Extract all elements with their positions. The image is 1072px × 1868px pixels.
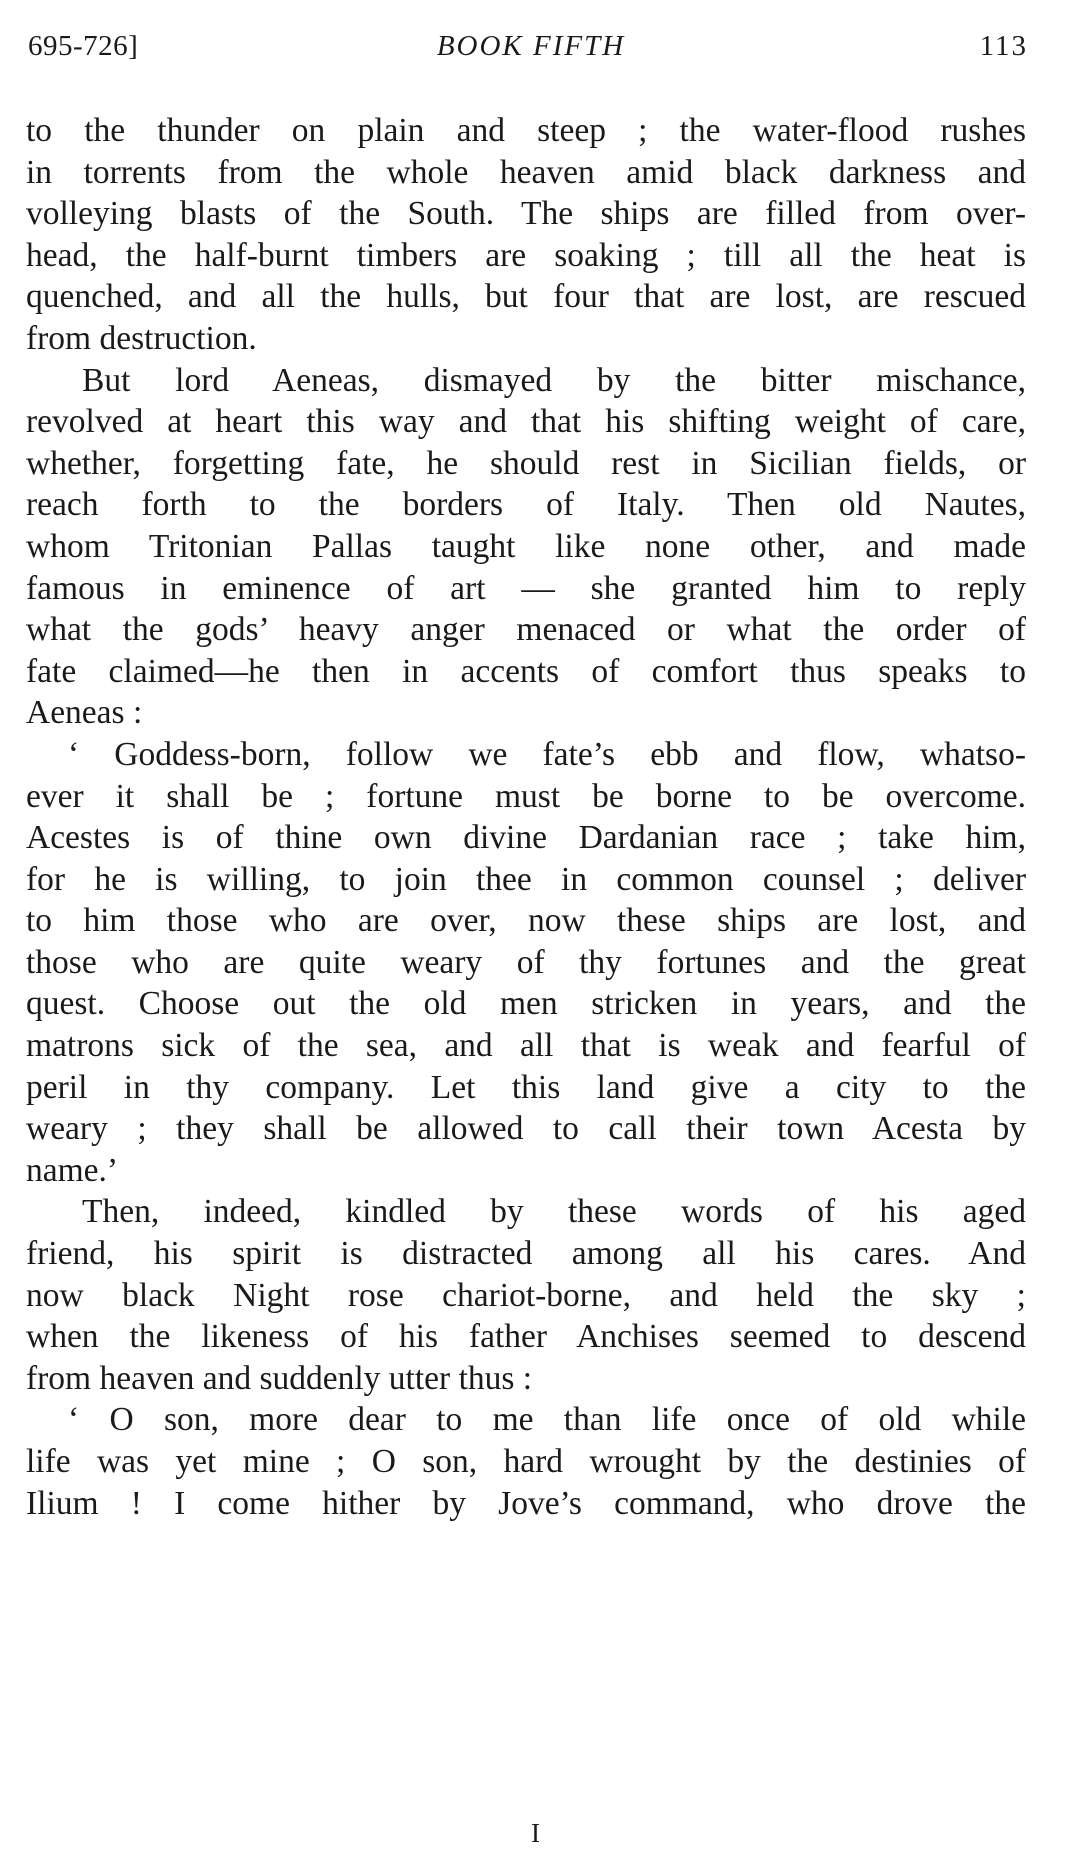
running-head: [28, 30, 1028, 70]
text-line: fate claimed—he then in accents of comfort thus speaks to: [26, 652, 1026, 690]
text-line: matrons sick of the sea, and all that is weak and fearful of: [26, 1027, 1026, 1065]
text-line: quenched, and all the hulls, but four that are lost, are rescued: [26, 278, 1026, 316]
text-line: name.’: [26, 1151, 119, 1189]
text-line: whom Tritonian Pallas taught like none other, and made: [26, 527, 1026, 565]
text-line: ‘ O son, more dear to me than life once of old while: [68, 1401, 1026, 1439]
line-range: 695-726]: [28, 30, 139, 62]
book-title: BOOK FIFTH: [436, 30, 626, 62]
text-line: ‘ Goddess-born, follow we fate’s ebb and flow, whatso-: [68, 735, 1026, 773]
text-line: famous in eminence of art — she granted him to reply: [26, 569, 1026, 607]
text-line: when the likeness of his father Anchises seemed to descend: [26, 1318, 1026, 1356]
text-line: quest. Choose out the old men stricken in years, and the: [26, 985, 1026, 1023]
text-line: from destruction.: [26, 319, 257, 357]
text-line: Ilium ! I come hither by Jove’s command, who drove the: [26, 1484, 1026, 1522]
text-line: head, the half-burnt timbers are soaking ; till all the heat is: [26, 236, 1026, 274]
body-text: [26, 110, 1026, 1524]
text-line: in torrents from the whole heaven amid black darkness and: [26, 153, 1026, 191]
signature-mark: I: [531, 1818, 541, 1848]
text-line: Then, indeed, kindled by these words of his aged: [82, 1193, 1026, 1231]
text-line: But lord Aeneas, dismayed by the bitter mischance,: [82, 361, 1026, 399]
text-line: to the thunder on plain and steep ; the water-flood rushes: [26, 112, 1026, 149]
text-line: whether, forgetting fate, he should rest in Sicilian fields, or: [26, 444, 1026, 482]
text-line: peril in thy company. Let this land give a city to the: [26, 1068, 1026, 1106]
text-line: volleying blasts of the South. The ships are filled from over-: [26, 195, 1026, 233]
text-line: reach forth to the borders of Italy. Then old Nautes,: [26, 486, 1026, 524]
text-line: weary ; they shall be allowed to call their town Acesta by: [26, 1110, 1026, 1148]
text-line: from heaven and suddenly utter thus :: [26, 1359, 533, 1397]
text-line: life was yet mine ; O son, hard wrought by the destinies of: [26, 1443, 1026, 1480]
text-line: what the gods’ heavy anger menaced or what the order of: [26, 611, 1026, 649]
text-line: ever it shall be ; fortune must be borne to be overcome.: [26, 777, 1026, 815]
text-line: Aeneas :: [26, 694, 143, 732]
text-line: for he is willing, to join thee in common counsel ; deliver: [26, 860, 1026, 898]
text-line: those who are quite weary of thy fortunes and the great: [26, 943, 1026, 981]
text-line: now black Night rose chariot-borne, and held the sky ;: [26, 1276, 1026, 1314]
page-number: 113: [979, 30, 1028, 62]
text-line: Acestes is of thine own divine Dardanian race ; take him,: [26, 819, 1026, 857]
text-line: friend, his spirit is distracted among all his cares. And: [26, 1235, 1026, 1273]
text-line: revolved at heart this way and that his shifting weight of care,: [26, 403, 1026, 441]
text-line: to him those who are over, now these ships are lost, and: [26, 902, 1026, 940]
